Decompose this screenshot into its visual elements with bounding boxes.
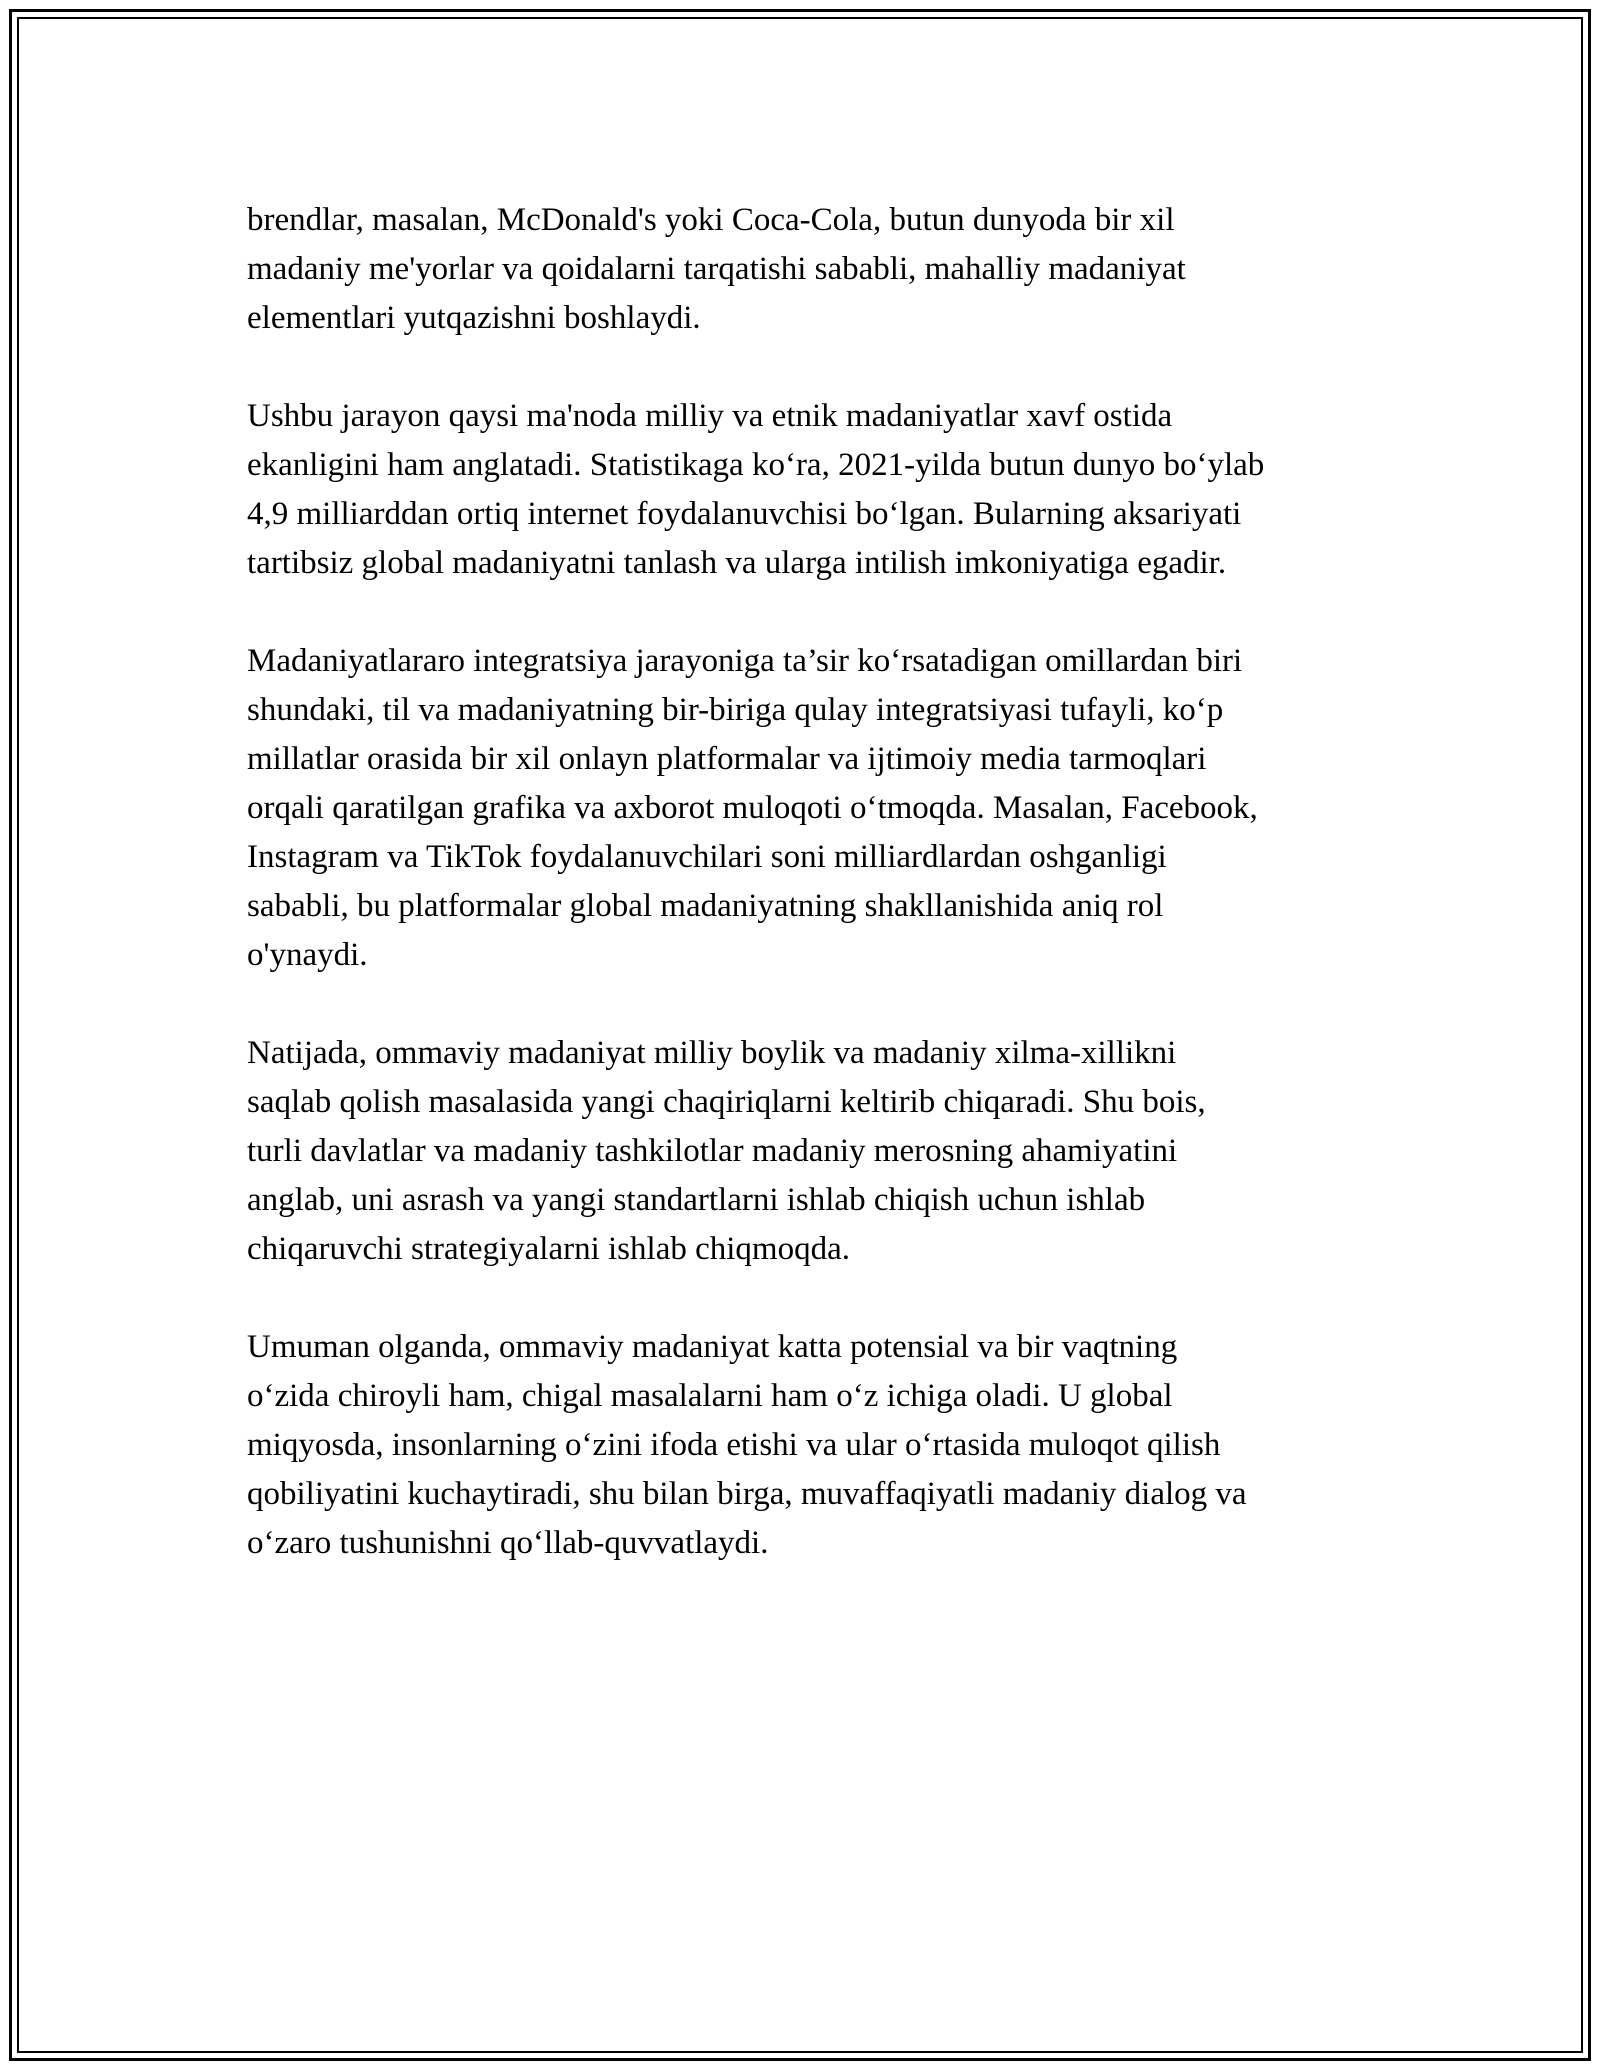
paragraph-5 (247, 1323, 1387, 1568)
paragraph-1 (247, 196, 1387, 343)
text-line: Ushbu jarayon qaysi ma'noda milliy va etnik madaniyatlar xavf ostida (247, 398, 1173, 434)
text-line: Natijada, ommaviy madaniyat milliy boylik va madaniy xilma-xillikni (247, 1035, 1177, 1071)
text-line: turli davlatlar va madaniy tashkilotlar madaniy merosning ahamiyatini (247, 1133, 1178, 1169)
text-line: shundaki, til va madaniyatning bir-biriga qulay integratsiyasi tufayli, koʻp (247, 692, 1224, 728)
page-frame (9, 9, 1591, 2061)
text-line: orqali qaratilgan grafika va axborot muloqoti oʻtmoqda. Masalan, Facebook, (247, 790, 1258, 826)
text-line: chiqaruvchi strategiyalarni ishlab chiqmoqda. (247, 1231, 850, 1267)
text-line: elementlari yutqazishni boshlaydi. (247, 300, 701, 336)
text-line: Instagram va TikTok foydalanuvchilari soni milliardlardan oshganligi (247, 839, 1167, 875)
paragraph-4 (247, 1029, 1387, 1274)
paragraph-3 (247, 637, 1387, 980)
text-line: Umuman olganda, ommaviy madaniyat katta potensial va bir vaqtning (247, 1329, 1178, 1365)
text-line: tartibsiz global madaniyatni tanlash va ularga intilish imkoniyatiga egadir. (247, 545, 1227, 581)
text-line: sababli, bu platformalar global madaniyatning shakllanishida aniq rol (247, 888, 1164, 924)
paragraph-2 (247, 392, 1387, 588)
text-line: qobiliyatini kuchaytiradi, shu bilan birga, muvaffaqiyatli madaniy dialog va (247, 1476, 1247, 1512)
text-line: 4,9 milliarddan ortiq internet foydalanuvchisi boʻlgan. Bularning aksariyati (247, 496, 1242, 532)
text-line: Madaniyatlararo integratsiya jarayoniga ta’sir koʻrsatadigan omillardan biri (247, 643, 1243, 679)
text-line: o'ynaydi. (247, 937, 368, 973)
document-body (247, 196, 1387, 1617)
text-line: brendlar, masalan, McDonald's yoki Coca-Cola, butun dunyoda bir xil (247, 202, 1175, 238)
text-line: oʻzaro tushunishni qoʻllab-quvvatlaydi. (247, 1525, 769, 1561)
text-line: madaniy me'yorlar va qoidalarni tarqatishi sababli, mahalliy madaniyat (247, 251, 1186, 287)
text-line: oʻzida chiroyli ham, chigal masalalarni ham oʻz ichiga oladi. U global (247, 1378, 1173, 1414)
text-line: millatlar orasida bir xil onlayn platformalar va ijtimoiy media tarmoqlari (247, 741, 1207, 777)
text-line: saqlab qolish masalasida yangi chaqiriqlarni keltirib chiqaradi. Shu bois, (247, 1084, 1206, 1120)
text-line: anglab, uni asrash va yangi standartlarni ishlab chiqish uchun ishlab (247, 1182, 1146, 1218)
text-line: ekanligini ham anglatadi. Statistikaga koʻra, 2021-yilda butun dunyo boʻylab (247, 447, 1265, 483)
text-line: miqyosda, insonlarning oʻzini ifoda etishi va ular oʻrtasida muloqot qilish (247, 1427, 1221, 1463)
